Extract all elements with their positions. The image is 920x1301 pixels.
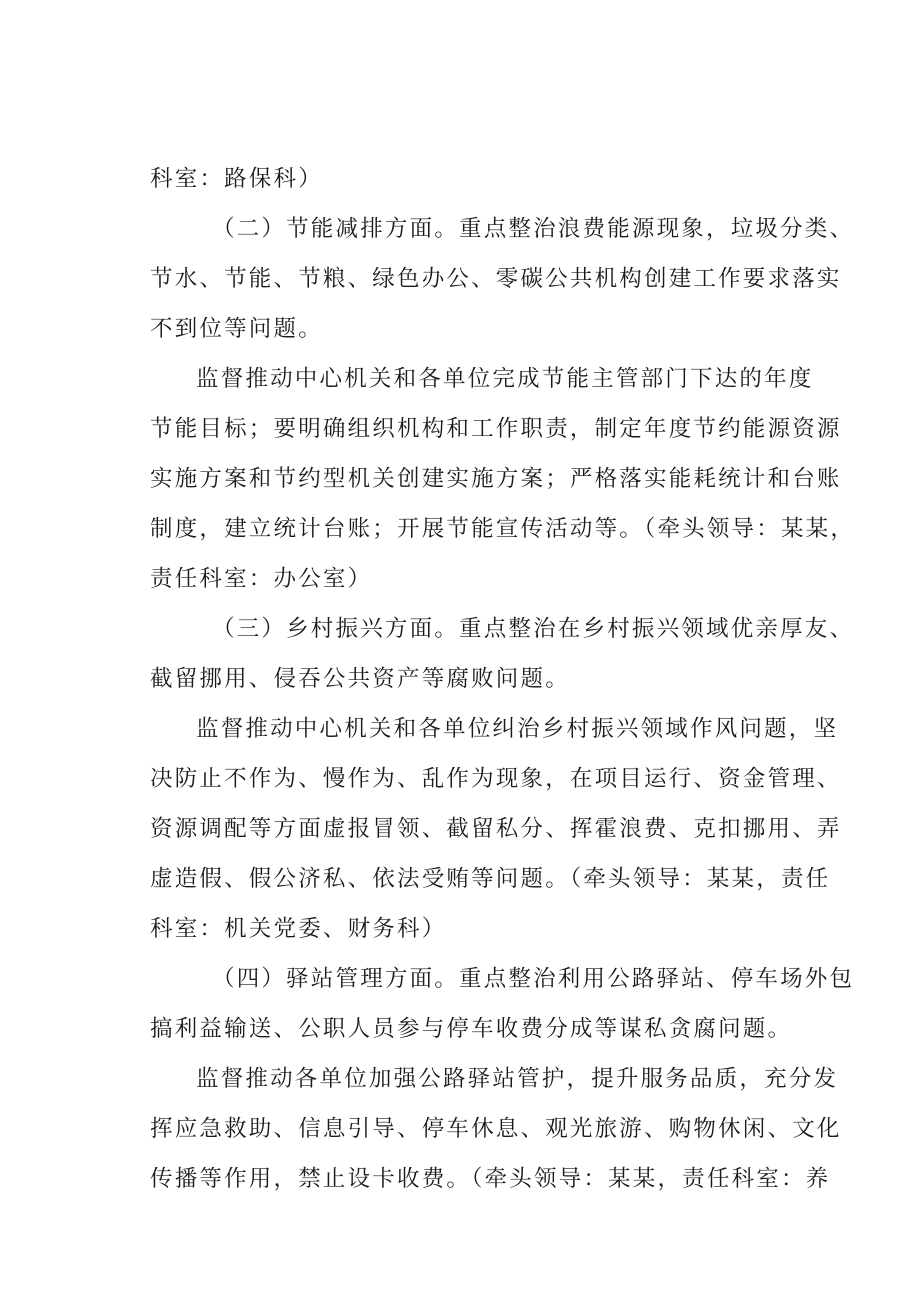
- section-heading: （四）驿站管理方面。重点整治利用公路驿站、停车场外包: [212, 966, 855, 992]
- text-line: 节能目标；要明确组织机构和工作职责，制定年度节约能源资源: [150, 416, 842, 442]
- paragraph-start: 监督推动各单位加强公路驿站管护，提升服务品质，充分发: [196, 1066, 839, 1092]
- paragraph-start: 监督推动中心机关和各单位纠治乡村振兴领域作风问题，坚: [196, 716, 839, 742]
- text-line: 传播等作用，禁止设卡收费。（牵头领导：某某，责任科室：养: [150, 1166, 831, 1192]
- text-line: 科室：路保科）: [150, 166, 323, 192]
- text-line: 决防止不作为、慢作为、乱作为现象，在项目运行、资金管理、: [150, 766, 842, 792]
- section-heading: （二）节能减排方面。重点整治浪费能源现象，垃圾分类、: [212, 216, 855, 242]
- text-line: 不到位等问题。: [150, 316, 323, 342]
- section-heading: （三）乡村振兴方面。重点整治在乡村振兴领域优亲厚友、: [212, 616, 855, 642]
- text-line: 实施方案和节约型机关创建实施方案；严格落实能耗统计和台账: [150, 466, 842, 492]
- paragraph-start: 监督推动中心机关和各单位完成节能主管部门下达的年度: [196, 366, 814, 392]
- text-line: 截留挪用、侵吞公共资产等腐败问题。: [150, 666, 570, 692]
- text-line: 责任科室：办公室）: [150, 566, 373, 592]
- text-line: 资源调配等方面虚报冒领、截留私分、挥霍浪费、克扣挪用、弄: [150, 816, 842, 842]
- text-line: 科室：机关党委、财务科）: [150, 916, 447, 942]
- text-line: 节水、节能、节粮、绿色办公、零碳公共机构创建工作要求落实: [150, 266, 842, 292]
- text-line: 虚造假、假公济私、依法受贿等问题。（牵头领导：某某，责任: [150, 866, 831, 892]
- text-line: 搞利益输送、公职人员参与停车收费分成等谋私贪腐问题。: [150, 1016, 793, 1042]
- text-line: 挥应急救助、信息引导、停车休息、观光旅游、购物休闲、文化: [150, 1116, 842, 1142]
- text-line: 制度，建立统计台账；开展节能宣传活动等。（牵头领导：某某，: [150, 516, 856, 542]
